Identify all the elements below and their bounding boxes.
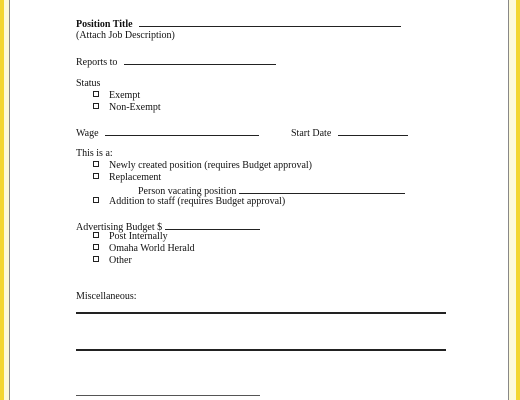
checkbox[interactable] (93, 244, 99, 250)
advertising-option-omaha-world-herald[interactable] (93, 243, 195, 255)
miscellaneous-line-1[interactable] (76, 312, 446, 314)
option-label: Post Internally (109, 231, 168, 242)
status-label: Status (76, 78, 101, 89)
advertising-budget-field[interactable] (165, 220, 260, 230)
option-label: Exempt (109, 90, 141, 101)
checkbox[interactable] (93, 232, 99, 238)
wage-field[interactable] (105, 126, 259, 136)
position-type-replacement[interactable] (93, 172, 161, 184)
checkbox[interactable] (93, 161, 99, 167)
checkbox[interactable] (93, 256, 99, 262)
position-title-field[interactable] (139, 17, 401, 27)
option-label: Newly created position (requires Budget approval) (109, 160, 312, 171)
reports-to-field[interactable] (124, 55, 276, 65)
checkbox[interactable] (93, 103, 99, 109)
option-label: Non-Exempt (109, 102, 161, 113)
signature-line[interactable] (76, 395, 260, 396)
option-label: Replacement (109, 172, 162, 183)
position-type-new[interactable] (93, 160, 312, 172)
position-type-addition[interactable] (93, 196, 285, 208)
miscellaneous-line-2[interactable] (76, 349, 446, 351)
checkbox[interactable] (93, 173, 99, 179)
miscellaneous-label: Miscellaneous: (76, 291, 137, 302)
position-title-label: Position Title (76, 19, 133, 30)
option-label: Omaha World Herald (109, 243, 195, 254)
wage-row (76, 126, 259, 140)
person-vacating-field[interactable] (239, 184, 405, 194)
this-is-a-label: This is a: (76, 148, 113, 159)
position-title-row (76, 17, 401, 31)
wage-label: Wage (76, 128, 99, 139)
status-option-exempt[interactable] (93, 90, 140, 102)
start-date-label: Start Date (291, 128, 332, 139)
start-date-row (291, 126, 408, 140)
advertising-option-post-internally[interactable] (93, 231, 168, 243)
person-vacating-label: Person vacating position (138, 186, 237, 197)
checkbox[interactable] (93, 197, 99, 203)
reports-to-row (76, 55, 276, 69)
option-label: Addition to staff (requires Budget approval) (109, 196, 286, 207)
attach-note: (Attach Job Description) (76, 30, 175, 41)
advertising-budget-label: Advertising Budget $ (76, 222, 163, 233)
option-label: Other (109, 255, 132, 266)
checkbox[interactable] (93, 91, 99, 97)
status-option-non-exempt[interactable] (93, 102, 161, 114)
job-requisition-form (9, 0, 509, 400)
start-date-field[interactable] (338, 126, 408, 136)
advertising-option-other[interactable] (93, 255, 132, 267)
reports-to-label: Reports to (76, 57, 118, 68)
